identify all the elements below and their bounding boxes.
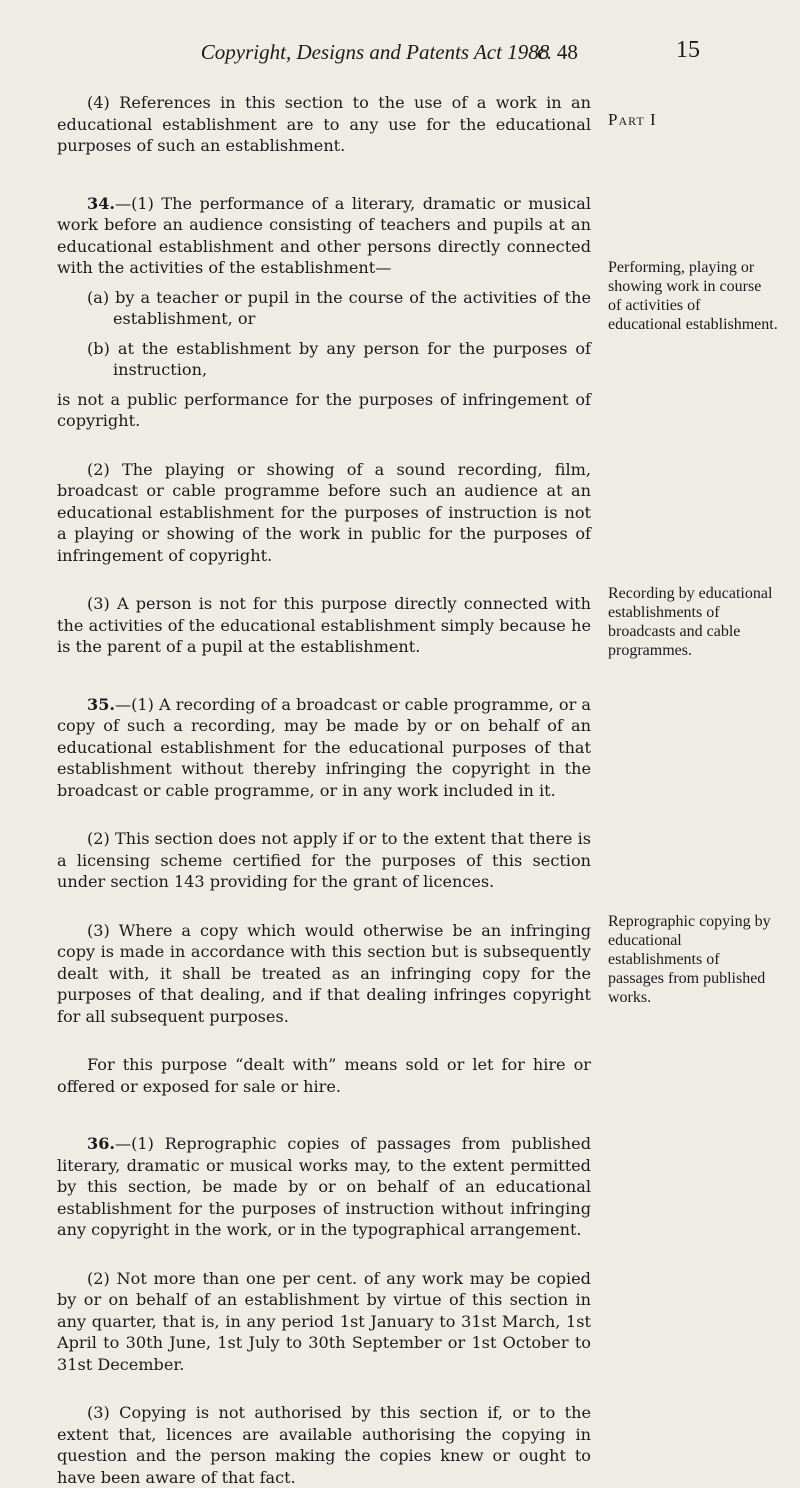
subsection-36-2: (2) Not more than one per cent. of any work may be copied by or on behalf of an establishment by virtue of this section in any quarter, that is, in any period 1st January to 31st March, 1st April to 30th June, 1st July to 30th September or 1st October to 31st December. [57, 1268, 591, 1374]
page-number: 15 [676, 37, 700, 63]
section-number-35: 35. [87, 694, 115, 714]
section-number-34: 34. [87, 193, 115, 213]
section-36-1 [57, 1133, 591, 1241]
chapter-number: c. 48 [537, 40, 578, 64]
subsection-35-2: (2) This section does not apply if or to the extent that there is a licensing scheme certified for the purposes of this section under section 143 providing for the grant of licences. [57, 829, 591, 891]
margin-note-s34: Performing, playing or showing work in course of activities of educational establishment. [608, 259, 778, 333]
section-36-1-text: —(1) Reprographic copies of passages from published literary, dramatic or musical works may, to the extent permitted by this section, be made by or on behalf of an educational establishment for the purposes of instruction without infringing any copyright in the work, or in the typographical arrangement. [57, 1134, 591, 1239]
section-number-36: 36. [87, 1134, 115, 1153]
paragraph-34-1-a: (a) by a teacher or pupil in the course of the activities of the establishment, or [87, 287, 591, 328]
section-34-1-tail: is not a public performance for the purposes of infringement of copyright. [57, 389, 591, 430]
subsection-34-3: (3) A person is not for this purpose directly connected with the activities of the educational establishment simply because he is the parent of a pupil at the establishment. [57, 594, 591, 656]
subsection-33-4: (4) References in this section to the use of a work in an educational establishment are to any use for the educational purposes of such an establishment. [57, 93, 591, 155]
margin-note-s35: Recording by educational establishments of broadcasts and cable programmes. [608, 585, 773, 659]
subsection-35-3: (3) Where a copy which would otherwise be an infringing copy is made in accordance with this section but is subsequently dealt with, it shall be treated as an infringing copy for the purposes of that dealing, and if that dealing infringes copyright for all subsequent purposes. [57, 920, 591, 1026]
margin-note-s36: Reprographic copying by educational establishments of passages from published works. [608, 913, 771, 1006]
statute-text [57, 92, 591, 1488]
paragraph-34-1-b: (b) at the establishment by any person for the purposes of instruction, [87, 338, 591, 379]
section-35-1-text: —(1) A recording of a broadcast or cable programme, or a copy of such a recording, may be made by or on behalf of an educational establishment for the educational purposes of that establishment without thereby infringing the copyright in the broadcast or cable programme, or in any work included in it. [57, 694, 591, 800]
section-34-1-text: —(1) The performance of a literary, dramatic or musical work before an audience consisting of teachers and pupils at an educational establishment and other persons directly connected with the activities of the establishment— [57, 193, 591, 277]
running-title: Copyright, Designs and Patents Act 1988 [200, 40, 550, 64]
subsection-34-2: (2) The playing or showing of a sound recording, film, broadcast or cable programme before such an audience at an educational establishment for the purposes of instruction is not a playing or showing of the work in public for the purposes of infringement of copyright. [57, 459, 591, 565]
section-35-1 [57, 694, 591, 802]
subsection-35-3-tail: For this purpose “dealt with” means sold or let for hire or offered or exposed for sale or hire. [57, 1055, 591, 1096]
subsection-36-3: (3) Copying is not authorised by this section if, or to the extent that, licences are available authorising the copying in question and the person making the copies knew or ought to have been aware of that fact. [57, 1403, 591, 1487]
section-34-1 [57, 193, 591, 279]
part-label: Part I [608, 110, 657, 129]
